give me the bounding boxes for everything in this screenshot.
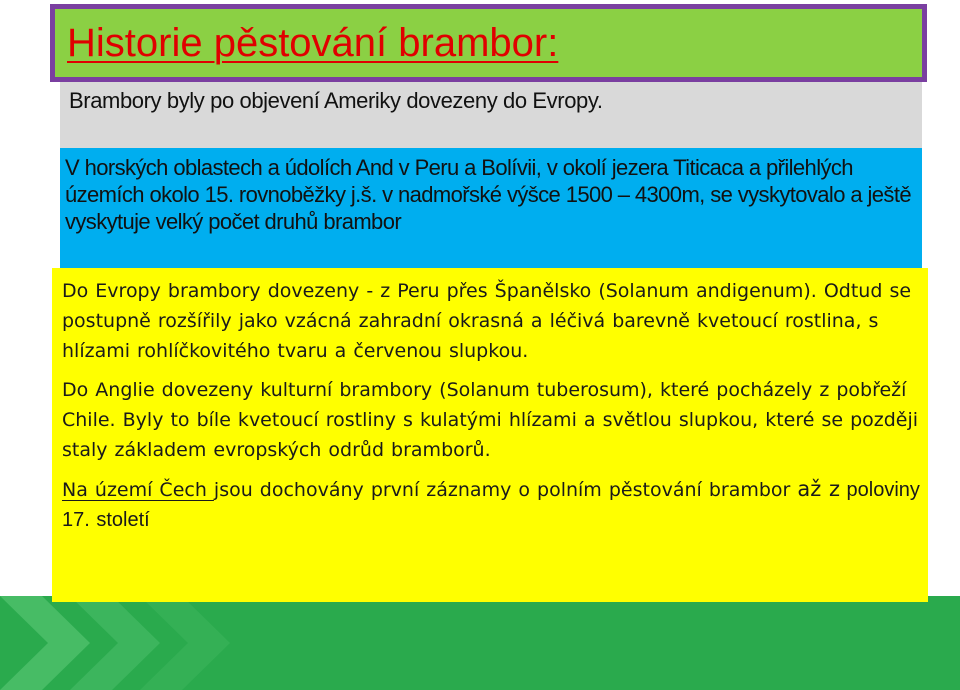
highlands-text: V horských oblastech a údolích And v Peru a Bolívii, v okolí jezera Titicaca a přilehlých územích okolo 15. rovnoběžky j.š. v nadmořské výšce 1500 – 4300m, se vyskytovalo a ještě vyskytuje velký počet druhů brambor	[65, 155, 911, 234]
title-box	[50, 4, 927, 82]
highlands-box	[60, 148, 922, 268]
history-content	[62, 276, 924, 535]
slide-title: Historie pěstování brambor:	[67, 21, 559, 65]
bohemia-text-2: až z	[797, 477, 840, 501]
intro-box	[60, 82, 922, 148]
england-paragraph: Do Anglie dovezeny kulturní brambory (Solanum tuberosum), které pocházely z pobřeží Chile. Byly to bíle kvetoucí rostliny s kulatými hlízami a světlou slupkou, které se později staly základem evropských odrůd bramborů.	[62, 379, 919, 461]
europe-paragraph: Do Evropy brambory dovezeny - z Peru přes Španělsko (Solanum andigenum). Odtud se postupně rozšířily jako vzácná zahradní okrasná a léčivá barevně kvetoucí rostlina, s hlízami rohlíčkovitého tvaru a červenou slupkou.	[62, 280, 912, 362]
bohemia-link[interactable]: Na území Čech	[62, 479, 214, 501]
intro-text: Brambory byly po objevení Ameriky dovezeny do Evropy.	[69, 88, 603, 113]
chevron-decoration	[0, 596, 960, 690]
bohemia-text-3: poloviny 17. století	[62, 479, 920, 531]
bohemia-text-1: jsou dochovány první záznamy o polním pěstování brambor	[213, 479, 798, 501]
history-box	[52, 268, 928, 602]
bohemia-paragraph	[62, 474, 924, 535]
